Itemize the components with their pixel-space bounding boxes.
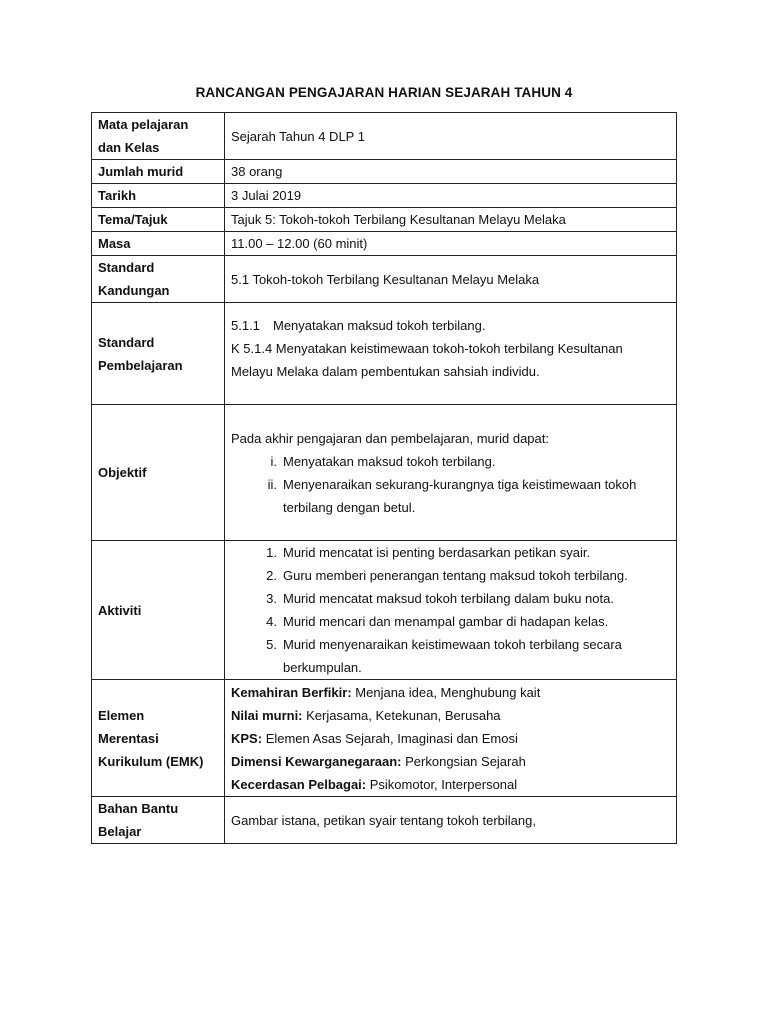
label-date: Tarikh xyxy=(92,184,225,208)
emk-item: Dimensi Kewarganegaraan: Perkongsian Sejarah xyxy=(231,753,526,769)
list-item: 4. Murid mencari dan menampal gambar di hadapan kelas. xyxy=(266,614,609,629)
row-students xyxy=(92,160,677,184)
value-subject: Sejarah Tahun 4 DLP 1 xyxy=(225,113,677,160)
value-emk xyxy=(225,680,677,797)
document-title: RANCANGAN PENGAJARAN HARIAN SEJARAH TAHUN 4 xyxy=(195,85,573,100)
value-activity xyxy=(225,541,677,680)
list-item: 1. Murid mencatat isi penting berdasarkan petikan syair. xyxy=(266,545,591,560)
row-activity xyxy=(92,541,677,680)
row-learning-standard xyxy=(92,303,677,405)
row-materials xyxy=(92,797,677,844)
row-theme xyxy=(92,208,677,232)
value-objective xyxy=(225,405,677,541)
emk-item: Kecerdasan Pelbagai: Psikomotor, Interpersonal xyxy=(231,776,518,792)
label-learning-standard: Standard Pembelajaran xyxy=(92,303,225,405)
activity-list xyxy=(231,541,670,679)
row-subject xyxy=(92,113,677,160)
label-emk: Elemen Merentasi Kurikulum (EMK) xyxy=(92,680,225,797)
label-activity: Aktiviti xyxy=(92,541,225,680)
objective-list xyxy=(231,450,670,519)
label-objective: Objektif xyxy=(92,405,225,541)
value-content-standard: 5.1 Tokoh-tokoh Terbilang Kesultanan Melayu Melaka xyxy=(225,256,677,303)
value-learning-standard xyxy=(225,303,677,405)
label-subject: Mata pelajaran dan Kelas xyxy=(92,113,225,160)
list-item: 3. Murid mencatat maksud tokoh terbilang dalam buku nota. xyxy=(266,591,614,606)
emk-item: KPS: Elemen Asas Sejarah, Imaginasi dan Emosi xyxy=(231,730,518,746)
value-time: 11.00 – 12.00 (60 minit) xyxy=(225,232,677,256)
row-objective xyxy=(92,405,677,541)
learning-standard-line-2: K 5.1.4 Menyatakan keistimewaan tokoh-tokoh terbilang Kesultanan xyxy=(231,341,623,356)
label-theme: Tema/Tajuk xyxy=(92,208,225,232)
row-content-standard xyxy=(92,256,677,303)
label-content-standard: Standard Kandungan xyxy=(92,256,225,303)
label-materials: Bahan Bantu Belajar xyxy=(92,797,225,844)
value-theme: Tajuk 5: Tokoh-tokoh Terbilang Kesultanan Melayu Melaka xyxy=(225,208,677,232)
list-item: 5. Murid menyenaraikan keistimewaan tokoh terbilang secara berkumpulan. xyxy=(266,637,622,675)
value-students: 38 orang xyxy=(225,160,677,184)
row-emk xyxy=(92,680,677,797)
learning-standard-line-1 xyxy=(231,314,670,337)
row-date xyxy=(92,184,677,208)
value-materials: Gambar istana, petikan syair tentang tokoh terbilang, xyxy=(225,797,677,844)
list-item: ii. Menyenaraikan sekurang-kurangnya tiga keistimewaan tokoh terbilang dengan betul. xyxy=(267,476,637,515)
label-time: Masa xyxy=(92,232,225,256)
objective-intro: Pada akhir pengajaran dan pembelajaran, murid dapat: xyxy=(231,430,549,446)
emk-item: Kemahiran Berfikir: Menjana idea, Menghubung kait xyxy=(231,684,541,700)
learning-standard-line-3: Melayu Melaka dalam pembentukan sahsiah individu. xyxy=(231,364,540,379)
lesson-plan-table xyxy=(91,112,677,844)
list-item: 2. Guru memberi penerangan tentang maksud tokoh terbilang. xyxy=(266,568,628,583)
value-date: 3 Julai 2019 xyxy=(225,184,677,208)
standard-text: Menyatakan maksud tokoh terbilang. xyxy=(273,318,486,333)
label-students: Jumlah murid xyxy=(92,160,225,184)
standard-code: 5.1.1 xyxy=(231,318,260,333)
row-time xyxy=(92,232,677,256)
emk-item: Nilai murni: Kerjasama, Ketekunan, Berusaha xyxy=(231,707,501,723)
list-item: i. Menyatakan maksud tokoh terbilang. xyxy=(270,453,496,469)
